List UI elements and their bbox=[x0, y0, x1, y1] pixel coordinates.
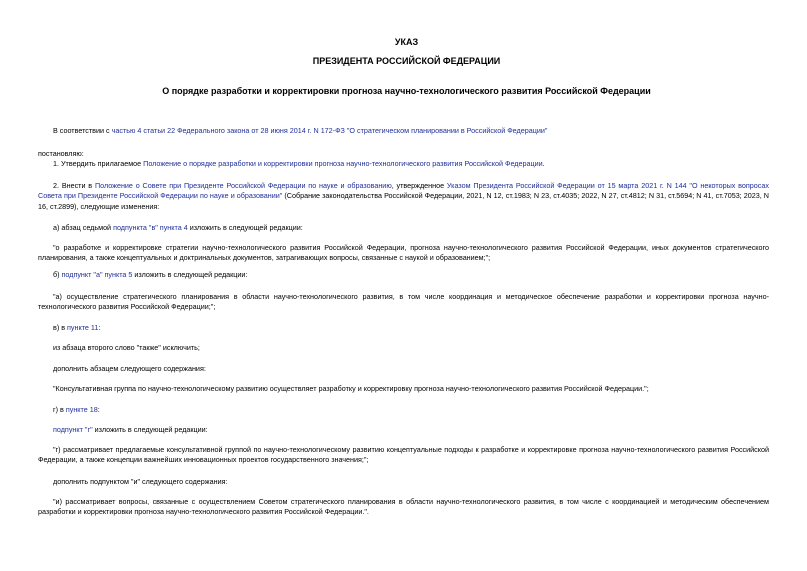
subparagraph-b bbox=[38, 270, 769, 280]
issuer-title: ПРЕЗИДЕНТА РОССИЙСКОЙ ФЕДЕРАЦИИ bbox=[312, 56, 501, 66]
pg-text: г) в bbox=[53, 405, 66, 414]
subparagraph-g-item-2: дополнить подпунктом "и" следующего содержания: bbox=[53, 477, 228, 486]
link-punkt-18[interactable]: пункте 18 bbox=[65, 405, 98, 414]
subparagraph-g-quote-2: "и) рассматривает вопросы, связанные с осуществлением Советом стратегического планирования в области научно-технологического развития, в том числе с координацией и методическим обеспечением разработки и корректировки прогноза научно-технологического развития Российской Федерации.". bbox=[38, 497, 769, 517]
pv-text-end: : bbox=[98, 323, 101, 332]
p2-text-mid: , утвержденное bbox=[391, 181, 447, 190]
pa-text-end: изложить в следующей редакции: bbox=[187, 223, 303, 232]
subparagraph-v-quote: "Консультативная группа по научно-технологическому развитию осуществляет разработку и корректировку прогноза научно-технологического развития Российской Федерации."; bbox=[53, 384, 649, 393]
pg1-text-end: изложить в следующей редакции: bbox=[92, 425, 208, 434]
link-punkt-11[interactable]: пункте 11 bbox=[67, 323, 99, 332]
link-podpunkt-g[interactable]: подпункт "г" bbox=[53, 425, 93, 434]
link-polozhenie-sovet[interactable]: Положение о Совете при Президенте Российской Федерации по науке и образованию bbox=[94, 181, 392, 190]
subparagraph-g-item-1 bbox=[38, 425, 769, 435]
link-ukaz-144[interactable]: Указом Президента Российской Федерации от 15 марта 2021 г. N 144 "О некоторых вопросах Совета при Президенте Российской Федерации по науке и образовании" bbox=[38, 181, 769, 201]
decree-title: О порядке разработки и корректировки прогноза научно-технологического развития Российской Федерации bbox=[162, 86, 651, 96]
subparagraph-a bbox=[38, 223, 769, 233]
subparagraph-a-quote: "о разработке и корректировке стратегии научно-технологического развития Российской Федерации, прогноза научно-технологического развития Российской Федерации, иных документов стратегического планирования, а также концептуальных и доктринальных документов, затрагивающих вопросы, связанные с наукой и образованием;"; bbox=[38, 243, 769, 263]
pb-text-end: изложить в следующей редакции: bbox=[132, 270, 248, 279]
intro-text: В соответствии с bbox=[53, 126, 112, 135]
postanovlyau-text: постановляю: bbox=[38, 149, 84, 158]
subparagraph-v-item-1: из абзаца второго слово "также" исключить; bbox=[53, 343, 200, 352]
subparagraph-g bbox=[38, 405, 769, 415]
subparagraph-b-quote: "а) осуществление стратегического планирования в области научно-технологического развития, в том числе координация и методическое обеспечение разработки и корректировки прогноза научно-технологического развития Российской Федерации;"; bbox=[38, 292, 769, 312]
subparagraph-v bbox=[38, 323, 769, 333]
link-polozhenie-prognoz[interactable]: Положение о порядке разработки и корректировки прогноза научно-технологического развития Российской Федерации bbox=[143, 159, 543, 168]
intro-paragraph bbox=[38, 126, 769, 136]
paragraph-1 bbox=[38, 159, 769, 169]
p1-text-end: . bbox=[542, 159, 545, 168]
doc-type-title: УКАЗ bbox=[394, 37, 419, 47]
pv-text: в) в bbox=[53, 323, 68, 332]
link-punkt-4[interactable]: подпункта "в" пункта 4 bbox=[113, 223, 188, 232]
subparagraph-v-item-2: дополнить абзацем следующего содержания: bbox=[53, 364, 206, 373]
p2-text-end: (Собрание законодательства Российской Федерации, 2021, N 12, ст.1983; N 23, ст.4035; 2022, N 27, ст.4812; N 31, ст.5694; N 41, ст.7053; 2023, N 16, ст.2899), следующие изменения: bbox=[38, 191, 769, 211]
p1-text: 1. Утвердить прилагаемое bbox=[53, 159, 144, 168]
paragraph-2 bbox=[38, 181, 769, 212]
subparagraph-g-quote: "г) рассматривает предлагаемые консультативной группой по научно-технологическому развитию концептуальные подходы к разработке и корректировке прогноза научно-технологического развития Российской Федерации, а также концепции важнейших инновационных проектов государственного значения;"; bbox=[38, 445, 769, 465]
link-law-172fz[interactable]: частью 4 статьи 22 Федерального закона от 28 июня 2014 г. N 172-ФЗ "О стратегическом планировании в Российской Федерации" bbox=[111, 126, 548, 135]
pa-text: а) абзац седьмой bbox=[53, 223, 114, 232]
p2-text: 2. Внести в bbox=[53, 181, 95, 190]
pg-text-end: : bbox=[97, 405, 100, 414]
pb-text: б) bbox=[53, 270, 62, 279]
link-punkt-5[interactable]: подпункт "а" пункта 5 bbox=[61, 270, 133, 279]
